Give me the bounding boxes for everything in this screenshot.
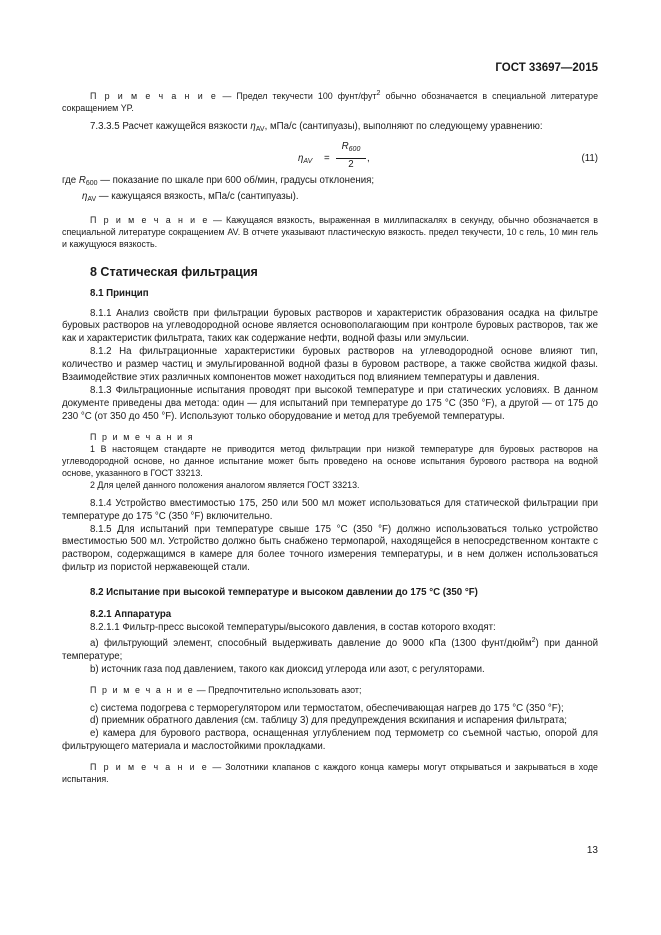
paragraph-8-1-1: 8.1.1 Анализ свойств при фильтрации буровых растворов и характеристик образования осадка на фильтре буровых растворов на углеводородной основе является основополагающим при контроле буровых растворов, так же как и характеристик фильтрата, таких как содержание нефти, водной фазы или эмульсии.: [62, 307, 598, 345]
formula-denominator: 2: [348, 158, 354, 170]
formula-equals: =: [324, 152, 330, 164]
paragraph-8-1-4: 8.1.4 Устройство вместимостью 175, 250 или 500 мл может использоваться для статической фильтрации при температуре до 175 °C (350 °F) включительно.: [62, 497, 598, 522]
page-content: [62, 88, 598, 785]
subsection-8-2-1-title: 8.2.1 Аппаратура: [90, 609, 172, 621]
note-av: П р и м е ч а н и е — Кажущаяся вязкость, выраженная в миллипаскалях в секунду, обычно обозначается в специальной литературе сокращением AV. В отчете указывают пластическую вязкость. предел текучести, 10 с гель, 10 мин гель и кажущуюся вязкость.: [62, 214, 599, 249]
paragraph-7-3-3-5: 7.3.3.5 Расчет кажущейся вязкости $\eta_{AV}$, мПа/с (сантипуазы), выполняют по следующему уравнению:: [90, 121, 543, 133]
paragraph-8-1-5: 8.1.5 Для испытаний при температуре свыше 175 °C (350 °F) должно использоваться только устройство вместимостью 500 мл. Устройство должно быть снабжено термопарой, находящейся в непосредственном контакте с раствором, содержащимся в камере для более точного измерения температуры, и в нем должен использоваться фильтр из пористой нержавеющей стали.: [62, 523, 598, 574]
page-number: 13: [586, 845, 598, 856]
document-code: ГОСТ 33697—2015: [495, 62, 598, 74]
formula-numerator: $R_{600}$: [336, 141, 366, 159]
note-nitrogen: П р и м е ч а н и е — Предпочтительно использовать азот;: [90, 684, 362, 695]
note-label: П р и м е ч а н и е: [90, 762, 209, 773]
paragraph-8-2-1-1: 8.2.1.1 Фильтр-пресс высокой температуры/высокого давления, в состав которого входят:: [90, 621, 496, 633]
list-item-d: d) приемник обратного давления (см. таблицу 3) для предупреждения вскипания и испарения фильтрата;: [90, 715, 567, 727]
note-yp: П р и м е ч а н и е — Предел текучести 100 фунт/фут$^2$ обычно обозначается в специальной литературе сокращением YP.: [62, 90, 599, 113]
list-item-b: b) источник газа под давлением, такого как диоксид углерода или азот, с регуляторами.: [90, 663, 485, 675]
subsection-8-2-title: 8.2 Испытание при высокой температуре и высоком давлении до 175 °C (350 °F): [90, 587, 478, 599]
section-8-title: 8 Статическая фильтрация: [90, 264, 258, 279]
notes-block: [62, 431, 598, 491]
note-2: 2 Для целей данного положения аналогом является ГОСТ 33213.: [90, 479, 360, 490]
note-label: П р и м е ч а н и е: [90, 684, 195, 695]
notes-label: П р и м е ч а н и я: [90, 431, 195, 442]
note-label: П р и м е ч а н и е: [90, 214, 209, 225]
formula-fraction: [336, 141, 366, 172]
subsection-8-1-title: 8.1 Принцип: [90, 287, 149, 299]
formula-lhs: $\eta_{AV}$: [298, 152, 313, 165]
list-item-a: a) фильтрующий элемент, способный выдерживать давление до 9000 кПа (1300 фунт/дюйм$^2$) при данной температуре;: [62, 636, 598, 662]
list-item-c: c) система подогрева с терморегулятором или термостатом, обеспечивающая нагрев до 175 °C (350 °F);: [90, 702, 564, 714]
note-1: 1 В настоящем стандарте не приводится метод фильтрации при низкой температуре для буровых растворов на углеводородной основе, но данное испытание может быть проведено на основе испытания бурового раствора на водной основе, указанного в ГОСТ 33213.: [62, 443, 598, 478]
note-label: П р и м е ч а н и е: [90, 91, 218, 101]
paragraph-8-1-2: 8.1.2 На фильтрационные характеристики буровых растворов на углеводородной основе влияют тип, количество и размер частиц и эмульгированной водной фазы в буровом растворе, а также свойства жидкой фазы. Взаимодействие этих различных компонентов может находиться под влиянием температуры и давления.: [62, 346, 598, 384]
where-line-2: $\eta_{AV}$ — кажущаяся вязкость, мПа/с (сантипуазы).: [82, 190, 299, 203]
note-valves: П р и м е ч а н и е — Золотники клапанов с каждого конца камеры могут открываться и закрываться в ходе испытания.: [62, 762, 598, 785]
where-line-1: где $R_{600}$ — показание по шкале при 600 об/мин, градусы отклонения;: [62, 174, 375, 187]
formula-number: (11): [581, 152, 598, 164]
list-item-e: e) камера для бурового раствора, оснащенная углублением под термометр со съемной частью, опорой для фильтрующего материала и маслостойкими прокладками.: [62, 728, 598, 753]
formula-11: $\eta_{AV}$ = $\frac{R_{600}}{2}$ , (11): [298, 140, 598, 170]
paragraph-8-1-3: 8.1.3 Фильтрационные испытания проводят при высокой температуре и при статических условиях. В данном документе приведены два метода: один — для испытаний при температуре до 175 °C (350 °F), а другой — от 175 до 230 °C (от 350 до 450 °F). Используют только оборудование и метод для требуемой температуры.: [62, 384, 598, 422]
